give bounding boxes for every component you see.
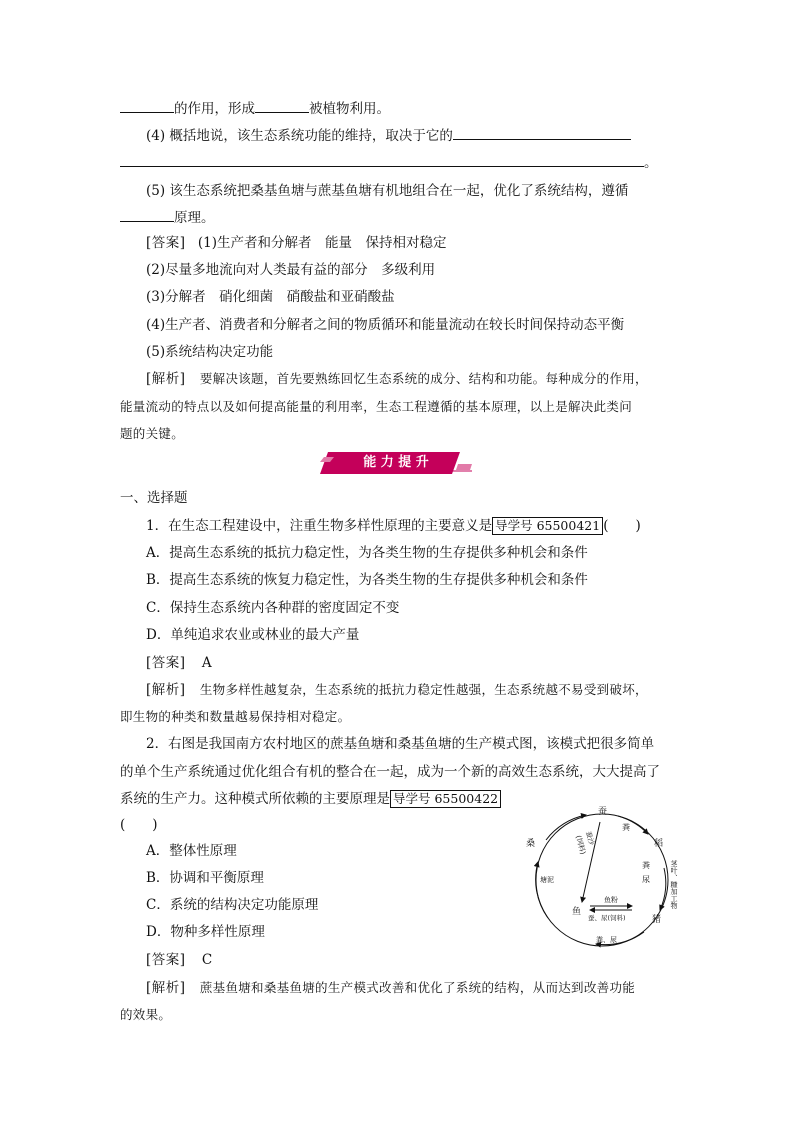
label-niao-right: 尿 <box>642 875 650 884</box>
q1-answer <box>146 653 212 673</box>
q2-stem-line3: 系统的生产力。这种模式所依赖的主要原理是 导学号 65500422 <box>120 789 501 809</box>
q1-explain-line2: 即生物的种类和数量越易保持相对稳定。 <box>120 709 351 724</box>
answer-2: (2)尽量多地流向对人类最有益的部分 多级利用 <box>146 262 436 278</box>
section-banner-label: 能 力 提 升 <box>363 455 429 470</box>
q1-option-c: C．保持生态系统内各种群的密度固定不变 <box>146 600 400 616</box>
q1-explain-line1: [解析] 生物多样性越复杂，生态系统的抵抗力稳定性越强，生态系统越不易受到破坏， <box>146 682 648 698</box>
explain-tag: [解析] <box>146 682 186 698</box>
label-zhu: 猪 <box>652 915 662 925</box>
label-fen-niao-bottom: 粪、尿 <box>596 936 617 944</box>
q1-stem: 1．在生态工程建设中，注重生物多样性原理的主要意义是 导学号 65500421 ( ) <box>146 518 641 534</box>
explain-tag: [解析] <box>146 980 186 996</box>
label-can-niao: 蚕、尿(饲料) <box>588 914 626 922</box>
q-prev-part4: (4) 概括地说，该生态系统功能的维持，取决于它的 <box>146 125 631 146</box>
q2-stem-line1: 2．右图是我国南方农村地区的蔗基鱼塘和桑基鱼塘的生产模式图，该模式把很多简单 <box>146 736 655 752</box>
q-prev-part4-cont: 。 <box>120 152 658 173</box>
q-prev-part5: (5) 该生态系统把桑基鱼塘与蔗基鱼塘有机地组合在一起，优化了系统结构，遵循 <box>146 183 629 199</box>
label-sang: 桑 <box>526 839 536 849</box>
answer-value: A <box>201 655 212 671</box>
answer-1: [答案] (1)生产者和分解者 能量 保持相对稳定 <box>146 235 447 251</box>
explain-1-line1: [解析] 要解决该题，首先要熟练回忆生态系统的成分、结构和功能。每种成分的作用， <box>146 371 648 387</box>
explain-tag: [解析] <box>146 371 186 387</box>
arrow-dao-zhu <box>660 868 666 910</box>
q2-answer <box>146 950 212 970</box>
answer-value: C <box>201 952 213 968</box>
answer-blank <box>453 125 631 140</box>
q-prev-part5-cont: 原理。 <box>120 207 215 228</box>
answer-blank <box>120 98 174 113</box>
q1-option-b: B．提高生态系统的恢复力稳定性，为各类生物的生存提供多种机会和条件 <box>146 572 588 588</box>
q2-option-d: D．物种多样性原理 <box>146 924 265 940</box>
q-prev-line1: 的作用，形成 被植物利用。 <box>120 98 390 119</box>
label-tangni: 塘泥 <box>540 876 554 884</box>
answer-blank <box>255 98 309 113</box>
answer-tag: [答案] <box>146 655 186 671</box>
q2-option-a: A．整体性原理 <box>146 843 237 859</box>
section-heading: 一、选择题 <box>120 490 188 506</box>
q2-stem-line2: 的单个生产系统通过优化组合有机的整合在一起，成为一个新的高效生态系统，大大提高了 <box>120 764 660 780</box>
label-dao: 稻 <box>654 839 664 849</box>
question-code: 导学号 65500421 <box>492 517 603 535</box>
answer-blank <box>120 152 644 167</box>
q1-option-d: D．单纯追求农业或林业的最大产量 <box>146 627 360 643</box>
answer-4: (4)生产者、消费者和分解者之间的物质循环和能量流动在较长时间保持动态平衡 <box>146 317 625 333</box>
label-yufen: 鱼粉 <box>604 896 618 904</box>
q2-paren: ( ) <box>120 817 158 833</box>
label-canshi: 蚕沙 <box>584 830 596 847</box>
q2-option-b: B．协调和平衡原理 <box>146 870 264 886</box>
label-siliao: (饲料) <box>574 834 587 856</box>
label-fen-right: 粪 <box>642 861 650 870</box>
explain-1-line2: 能量流动的特点以及如何提高能量的利用率，生态工程遵循的基本原理，以上是解决此类问 <box>120 399 633 414</box>
answer-tag: [答案] <box>146 235 186 251</box>
explain-1-line3: 题的关键。 <box>120 426 185 441</box>
answer-3: (3)分解者 硝化细菌 硝酸盐和亚硝酸盐 <box>146 289 395 305</box>
ecosystem-cycle-diagram <box>520 798 690 958</box>
q2-option-c: C．系统的结构决定功能原理 <box>146 897 319 913</box>
label-yu: 鱼 <box>572 907 582 917</box>
q2-explain-line2: 的效果。 <box>120 1007 172 1022</box>
answer-5: (5)系统结构决定功能 <box>146 344 274 360</box>
answer-blank <box>120 207 174 222</box>
label-fen-top: 粪 <box>622 823 630 832</box>
question-code: 导学号 65500422 <box>390 790 501 808</box>
label-side-note: 茎叶、糠加工物 <box>670 860 678 909</box>
arrow-yu-sang <box>536 862 548 918</box>
answer-tag: [答案] <box>146 952 186 968</box>
q2-explain-line1: [解析] 蔗基鱼塘和桑基鱼塘的生产模式改善和优化了系统的结构，从而达到改善功能 <box>146 980 636 996</box>
q1-option-a: A．提高生态系统的抵抗力稳定性，为各类生物的生存提供多种机会和条件 <box>146 545 588 561</box>
label-can: 蚕 <box>598 807 608 817</box>
